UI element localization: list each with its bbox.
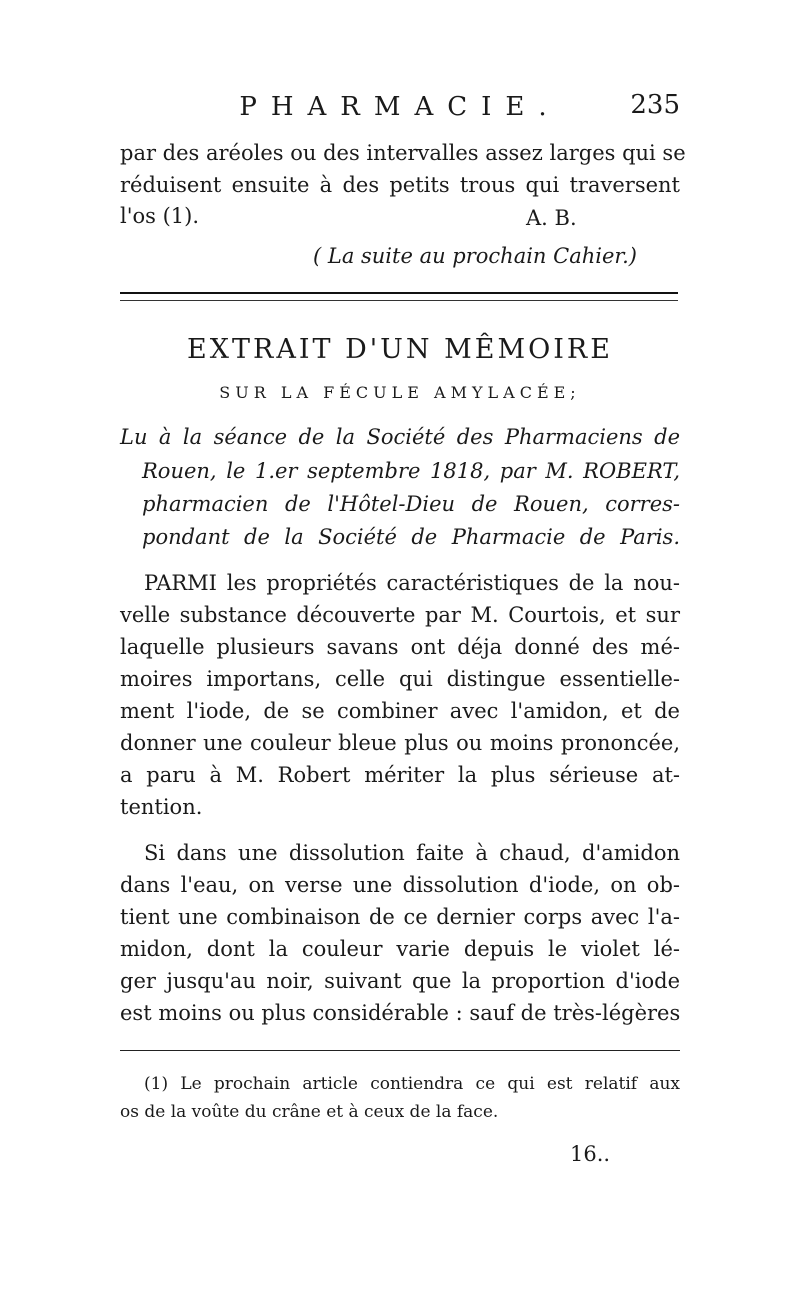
paragraph-line: Si dans une dissolution faite à chaud, d'amidon <box>144 841 680 865</box>
page-number: 235 <box>630 90 680 120</box>
continuation-note: ( La suite au prochain Cahier.) <box>313 244 637 268</box>
paragraph-line: laquelle plusieurs savans ont déja donné des mé- <box>120 635 680 659</box>
footnote-line: os de la voûte du crâne et à ceux de la face. <box>120 1102 499 1122</box>
heading-line: pondant de la Société de Pharmacie de Paris. <box>142 525 680 549</box>
article-title: EXTRAIT D'UN MÊMOIRE <box>187 334 613 365</box>
article-subtitle: SUR LA FÉCULE AMYLACÉE; <box>219 383 581 402</box>
paragraph-line: PARMI les propriétés caractéristiques de la nou- <box>144 571 680 595</box>
heading-line: Rouen, le 1.er septembre 1818, par M. ROBERT, <box>142 459 680 483</box>
running-head-title: PHARMACIE. <box>239 92 561 122</box>
paragraph-line: midon, dont la couleur varie depuis le violet lé- <box>120 937 680 961</box>
paragraph-line: ment l'iode, de se combiner avec l'amidon, et de <box>120 699 680 723</box>
paragraph-line: est moins ou plus considérable : sauf de très-légères <box>120 1001 681 1025</box>
heading-line: Lu à la séance de la Société des Pharmaciens de <box>120 425 680 449</box>
running-head <box>120 92 680 132</box>
author-signature: A. B. <box>526 206 577 230</box>
footnote-divider <box>120 1050 680 1051</box>
paragraph-line: moires importans, celle qui distingue essentielle- <box>120 667 680 691</box>
heading-line: pharmacien de l'Hôtel-Dieu de Rouen, corres- <box>142 492 680 516</box>
paragraph-line: tention. <box>120 795 203 819</box>
paragraph-line: tient une combinaison de ce dernier corps avec l'a- <box>120 905 680 929</box>
paragraph-line: a paru à M. Robert mériter la plus sérieuse at- <box>120 763 680 787</box>
text-line: par des aréoles ou des intervalles assez larges qui se <box>120 141 686 165</box>
paragraph-line: ger jusqu'au noir, suivant que la proportion d'iode <box>120 969 680 993</box>
printer-signature-mark: 16.. <box>570 1142 611 1166</box>
paragraph-line: donner une couleur bleue plus ou moins prononcée, <box>120 731 680 755</box>
paragraph-line: dans l'eau, on verse une dissolution d'iode, on ob- <box>120 873 680 897</box>
footnote-line: (1) Le prochain article contiendra ce qui est relatif aux <box>144 1074 680 1094</box>
text-line: réduisent ensuite à des petits trous qui traversent <box>120 173 680 197</box>
section-divider <box>120 292 678 301</box>
text-line: l'os (1). <box>120 204 200 228</box>
paragraph-line: velle substance découverte par M. Courtois, et sur <box>120 603 680 627</box>
